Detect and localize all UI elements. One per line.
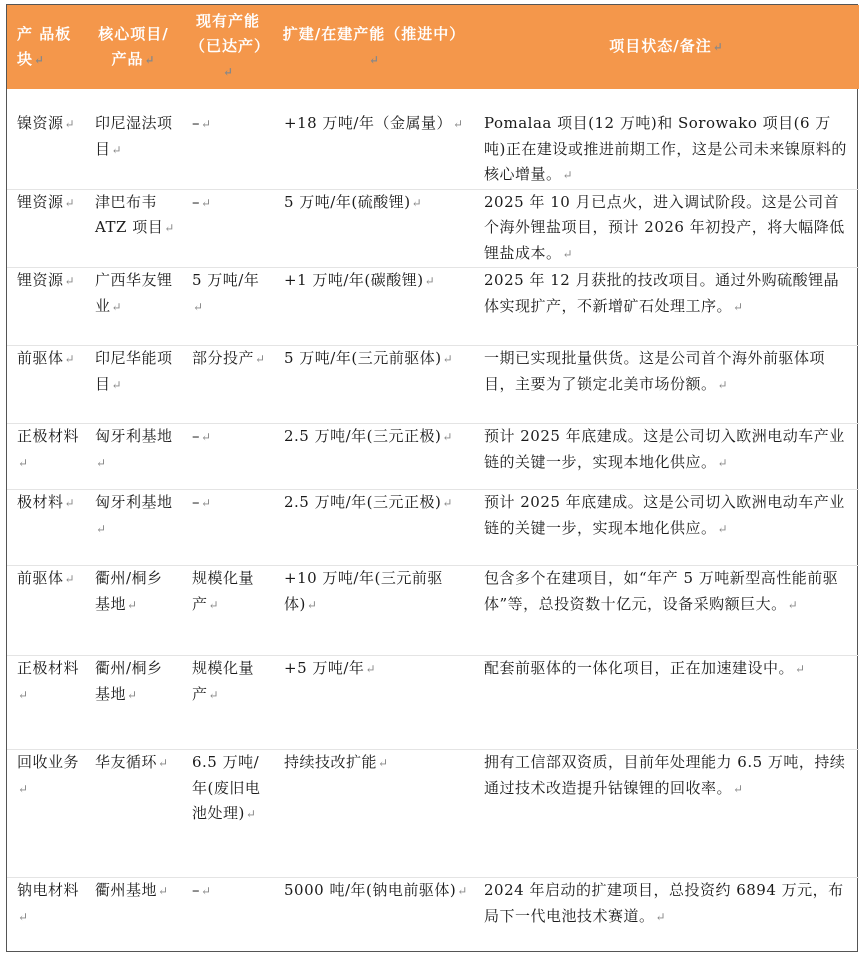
- status-cell: 一期已实现批量供货。这是公司首个海外前驱体项目，主要为了锁定北美市场份额。↵: [474, 346, 859, 424]
- segment-cell-text: 镍资源: [17, 114, 64, 132]
- project-cell-text: 匈牙利基地: [95, 493, 173, 511]
- capacity-table-frame: [6, 4, 858, 952]
- header-expansion-capacity: 扩建/在建产能（推进中）↵: [274, 5, 474, 89]
- expansion-cell: 2.5 万吨/年(三元正极)↵: [274, 490, 474, 566]
- segment-cell: 锂资源↵: [7, 268, 85, 346]
- project-cell: 衢州/桐乡基地↵: [85, 656, 182, 750]
- table-row: [7, 878, 859, 938]
- project-cell: 印尼湿法项目↵: [85, 89, 182, 189]
- project-cell-text: 衢州/桐乡基地: [95, 659, 163, 703]
- segment-cell-text: 正极材料: [17, 427, 80, 445]
- header-current-capacity: 现有产能（已达产）↵: [182, 5, 274, 89]
- status-cell: Pomalaa 项目(12 万吨)和 Sorowako 项目(6 万吨)正在建设或推进前期工作，这是公司未来镍原料的核心增量。↵: [474, 89, 859, 189]
- project-cell: 印尼华能项目↵: [85, 346, 182, 424]
- expansion-cell-text: +18 万吨/年（金属量）: [284, 114, 452, 132]
- table-row: [7, 346, 859, 424]
- status-cell-text: 预计 2025 年底建成。这是公司切入欧洲电动车产业链的关键一步，实现本地化供应。: [484, 427, 845, 471]
- status-cell: 配套前驱体的一体化项目，正在加速建设中。↵: [474, 656, 859, 750]
- current-capacity-cell: 5 万吨/年↵: [182, 268, 274, 346]
- current-capacity-cell-text: –: [192, 493, 200, 511]
- current-capacity-cell: –↵: [182, 424, 274, 490]
- table-row: [7, 490, 859, 566]
- expansion-cell-text: +10 万吨/年(三元前驱体): [284, 569, 443, 613]
- expansion-cell-text: 5 万吨/年(三元前驱体): [284, 349, 442, 367]
- table-header-row: [7, 5, 859, 89]
- segment-cell-text: 前驱体: [17, 349, 64, 367]
- project-cell-text: 广西华友锂业: [95, 271, 173, 315]
- project-cell-text: 华友循环: [95, 753, 158, 771]
- status-cell: 2025 年 12 月获批的技改项目。通过外购硫酸锂晶体实现扩产，不新增矿石处理工序。↵: [474, 268, 859, 346]
- expansion-cell: 5000 吨/年(钠电前驱体)↵: [284, 881, 468, 899]
- status-cell-text: 2024 年启动的扩建项目，总投资约 6894 万元，布局下一代电池技术赛道。: [484, 881, 844, 925]
- expansion-cell-text: 持续技改扩能: [284, 753, 378, 771]
- segment-cell-text: 钠电材料: [17, 881, 80, 899]
- table-body: [7, 89, 859, 938]
- current-capacity-cell: 6.5 万吨/年(废旧电池处理)↵: [182, 750, 274, 878]
- table-row: [7, 189, 859, 268]
- header-project: 核心项目/产品↵: [85, 5, 182, 89]
- expansion-cell-text: +5 万吨/年: [284, 659, 365, 677]
- table-row: [7, 566, 859, 656]
- segment-cell: 回收业务↵: [7, 750, 85, 878]
- segment-cell-text: 极材料: [17, 493, 64, 511]
- project-cell: 华友循环↵: [85, 750, 182, 878]
- table-row: [7, 750, 859, 878]
- status-cell: 拥有工信部双资质，目前年处理能力 6.5 万吨，持续通过技术改造提升钴镍锂的回收率。↵: [474, 750, 859, 878]
- project-cell: 广西华友锂业↵: [85, 268, 182, 346]
- expansion-cell: 2.5 万吨/年(三元正极)↵: [274, 424, 474, 490]
- segment-cell-text: 锂资源: [17, 271, 64, 289]
- project-cell: 匈牙利基地↵: [85, 490, 182, 566]
- header-status: 项目状态/备注↵: [474, 5, 859, 89]
- status-cell: 2024 年启动的扩建项目，总投资约 6894 万元，布局下一代电池技术赛道。↵: [484, 881, 844, 925]
- segment-cell: 正极材料↵: [7, 656, 85, 750]
- project-cell-text: 津巴布韦 ATZ 项目: [95, 192, 164, 236]
- status-cell-text: 2025 年 10 月已点火，进入调试阶段。这是公司首个海外锂盐项目，预计 2026 年初投产，将大幅降低锂盐成本。: [484, 192, 845, 262]
- status-cell-text: 包含多个在建项目，如“年产 5 万吨新型高性能前驱体”等，总投资数十亿元，设备采购额巨大。: [484, 569, 839, 613]
- expansion-cell-text: 5000 吨/年(钠电前驱体): [284, 881, 457, 899]
- status-cell-text: Pomalaa 项目(12 万吨)和 Sorowako 项目(6 万吨)正在建设或推进前期工作，这是公司未来镍原料的核心增量。: [484, 114, 847, 183]
- project-cell-text: 印尼湿法项目: [95, 114, 173, 158]
- expansion-cell-text: 2.5 万吨/年(三元正极): [284, 427, 442, 445]
- status-cell: 2025 年 10 月已点火，进入调试阶段。这是公司首个海外锂盐项目，预计 2026 年初投产，将大幅降低锂盐成本。↵: [474, 189, 859, 268]
- current-capacity-cell-text: 规模化量产: [192, 659, 255, 703]
- expansion-cell: 5 万吨/年(硫酸锂)↵: [274, 189, 474, 268]
- table-row: [7, 89, 859, 189]
- expansion-cell: +10 万吨/年(三元前驱体)↵: [274, 566, 474, 656]
- project-cell: 衢州/桐乡基地↵: [85, 566, 182, 656]
- segment-cell-text: 锂资源: [17, 192, 64, 211]
- current-capacity-cell-text: 部分投产: [192, 349, 255, 367]
- current-capacity-cell: –↵: [182, 89, 274, 189]
- current-capacity-cell: –↵: [192, 881, 212, 899]
- current-capacity-cell: 部分投产↵: [182, 346, 274, 424]
- status-cell-text: 一期已实现批量供货。这是公司首个海外前驱体项目，主要为了锁定北美市场份额。: [484, 349, 826, 393]
- current-capacity-cell-text: –: [192, 114, 200, 132]
- status-cell: 预计 2025 年底建成。这是公司切入欧洲电动车产业链的关键一步，实现本地化供应。↵: [474, 490, 859, 566]
- expansion-cell: +18 万吨/年（金属量）↵: [274, 89, 474, 189]
- status-cell-text: 拥有工信部双资质，目前年处理能力 6.5 万吨，持续通过技术改造提升钴镍锂的回收率。: [484, 753, 846, 797]
- header-segment: 产 品板块↵: [7, 5, 85, 89]
- status-cell: 预计 2025 年底建成。这是公司切入欧洲电动车产业链的关键一步，实现本地化供应。↵: [474, 424, 859, 490]
- segment-cell: 极材料↵: [7, 490, 85, 566]
- project-cell-text: 印尼华能项目: [95, 349, 173, 393]
- project-cell: 衢州基地↵: [95, 881, 169, 899]
- project-cell: 匈牙利基地↵: [85, 424, 182, 490]
- segment-cell: 镍资源↵: [7, 89, 85, 189]
- current-capacity-cell: –↵: [182, 189, 274, 268]
- status-cell: 包含多个在建项目，如“年产 5 万吨新型高性能前驱体”等，总投资数十亿元，设备采购额巨大。↵: [474, 566, 859, 656]
- expansion-cell: 5 万吨/年(三元前驱体)↵: [274, 346, 474, 424]
- current-capacity-cell-text: –: [192, 881, 200, 899]
- expansion-cell: +5 万吨/年↵: [274, 656, 474, 750]
- status-cell-text: 2025 年 12 月获批的技改项目。通过外购硫酸锂晶体实现扩产，不新增矿石处理工序。: [484, 271, 840, 315]
- current-capacity-cell: 规模化量产↵: [182, 656, 274, 750]
- segment-cell-text: 回收业务: [17, 753, 80, 771]
- current-capacity-cell-text: 5 万吨/年: [192, 271, 260, 289]
- table-row: [7, 424, 859, 490]
- segment-cell: 钠电材料↵: [17, 881, 80, 924]
- expansion-cell-text: 2.5 万吨/年(三元正极): [284, 493, 442, 511]
- capacity-table: [7, 5, 859, 938]
- project-cell-text: 匈牙利基地: [95, 427, 173, 445]
- segment-cell: 正极材料↵: [7, 424, 85, 490]
- expansion-cell: 持续技改扩能↵: [274, 750, 474, 878]
- table-row: [7, 656, 859, 750]
- segment-cell: 前驱体↵: [7, 566, 85, 656]
- expansion-cell: +1 万吨/年(碳酸锂)↵: [274, 268, 474, 346]
- segment-cell: 锂资源↵: [7, 189, 85, 268]
- project-cell-text: 衢州/桐乡基地: [95, 569, 163, 613]
- current-capacity-cell: –↵: [182, 490, 274, 566]
- current-capacity-cell-text: –: [192, 427, 200, 445]
- table-row: [7, 268, 859, 346]
- status-cell-text: 预计 2025 年底建成。这是公司切入欧洲电动车产业链的关键一步，实现本地化供应。: [484, 493, 845, 537]
- segment-cell-text: 前驱体: [17, 569, 64, 587]
- expansion-cell-text: +1 万吨/年(碳酸锂): [284, 271, 424, 289]
- status-cell-text: 配套前驱体的一体化项目，正在加速建设中。: [484, 659, 795, 677]
- current-capacity-cell-text: –: [192, 192, 200, 211]
- project-cell: 津巴布韦 ATZ 项目↵: [85, 189, 182, 268]
- current-capacity-cell-text: 规模化量产: [192, 569, 255, 613]
- segment-cell: 前驱体↵: [7, 346, 85, 424]
- project-cell-text: 衢州基地: [95, 881, 158, 899]
- expansion-cell-text: 5 万吨/年(硫酸锂): [284, 192, 411, 211]
- current-capacity-cell-text: 6.5 万吨/年(废旧电池处理): [192, 753, 261, 822]
- current-capacity-cell: 规模化量产↵: [182, 566, 274, 656]
- segment-cell-text: 正极材料: [17, 659, 80, 677]
